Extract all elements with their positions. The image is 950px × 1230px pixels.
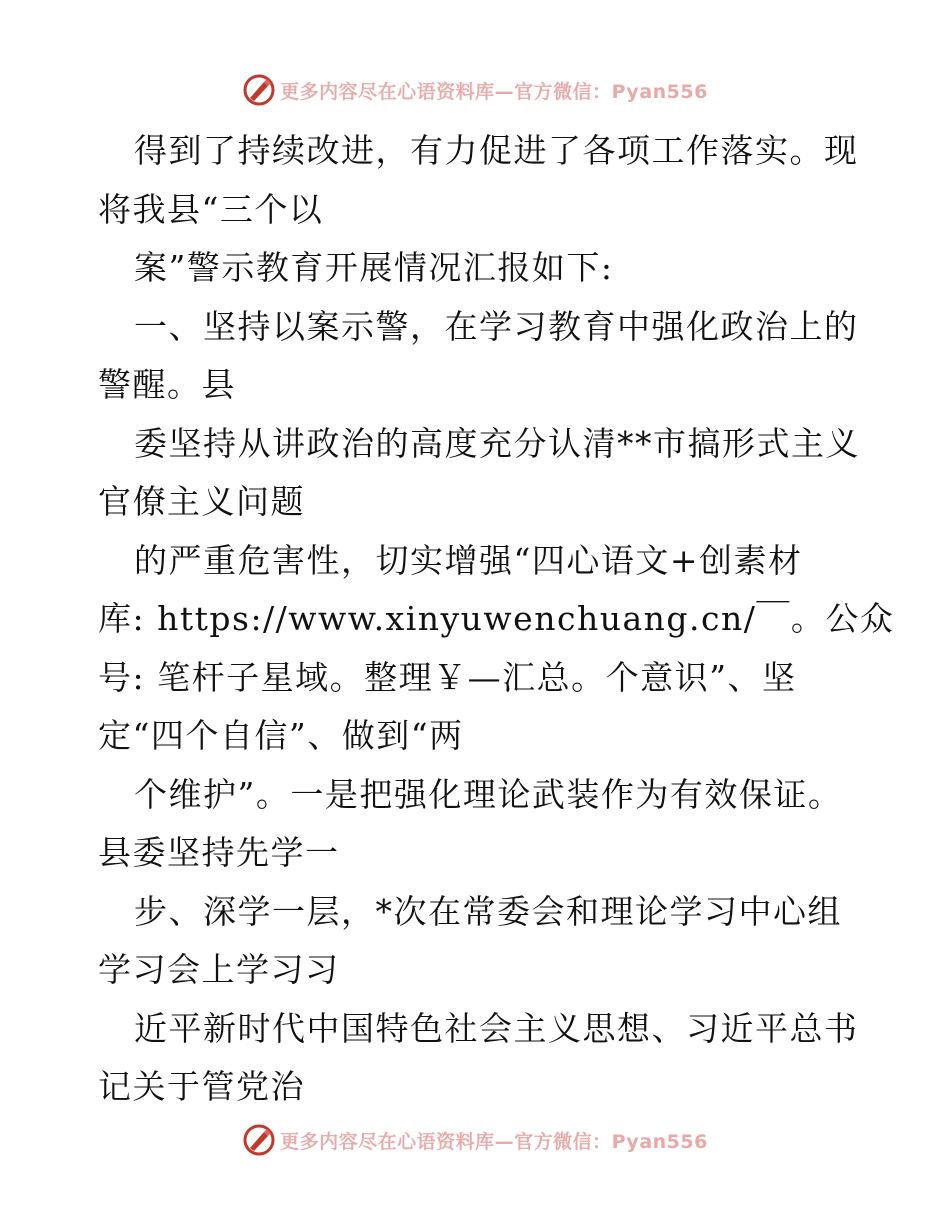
footer-watermark-text: 更多内容尽在心语资料库—官方微信：Pyan556 (280, 1130, 708, 1153)
header-watermark-banner (0, 70, 950, 110)
text-line: 案”警示教育开展情况汇报如下: (134, 248, 614, 287)
footer-watermark-banner (0, 1120, 950, 1160)
text-line: 学习会上学习习 (98, 950, 340, 989)
document-body (98, 122, 895, 1117)
text-line: 一、坚持以案示警，在学习教育中强化政治上的 (134, 306, 859, 346)
pen-circle-logo-icon (242, 73, 276, 107)
text-line: 记关于管党治 (98, 1067, 305, 1106)
text-line: 个维护”。一是把强化理论武装作为有效保证。 (134, 774, 843, 814)
text-line: 号: 笔杆子星域。整理￥—汇总。个意识”、坚 (98, 657, 797, 697)
text-line: 官僚主义问题 (98, 482, 305, 521)
text-line: 县委坚持先学一 (98, 833, 340, 872)
text-line: 近平新时代中国特色社会主义思想、习近平总书 (134, 1008, 859, 1048)
text-line: 的严重危害性，切实增强“四心语文+创素材 (134, 540, 803, 580)
text-line: 警醒。县 (98, 365, 236, 404)
text-line: 步、深学一层，*次在常委会和理论学习中心组 (134, 891, 842, 931)
pen-circle-logo-icon (242, 1123, 276, 1157)
text-line: 得到了持续改进，有力促进了各项工作落实。现 (134, 131, 859, 170)
header-watermark-text: 更多内容尽在心语资料库—官方微信：Pyan556 (280, 80, 708, 103)
text-line: 将我县“三个以 (98, 189, 324, 229)
text-line: 库: https://www.xinyuwenchuang.cn/￣。公众 (98, 599, 895, 638)
text-line: 定“四个自信”、做到“两 (98, 716, 464, 755)
text-line: 委坚持从讲政治的高度充分认清**市搞形式主义 (134, 423, 860, 463)
